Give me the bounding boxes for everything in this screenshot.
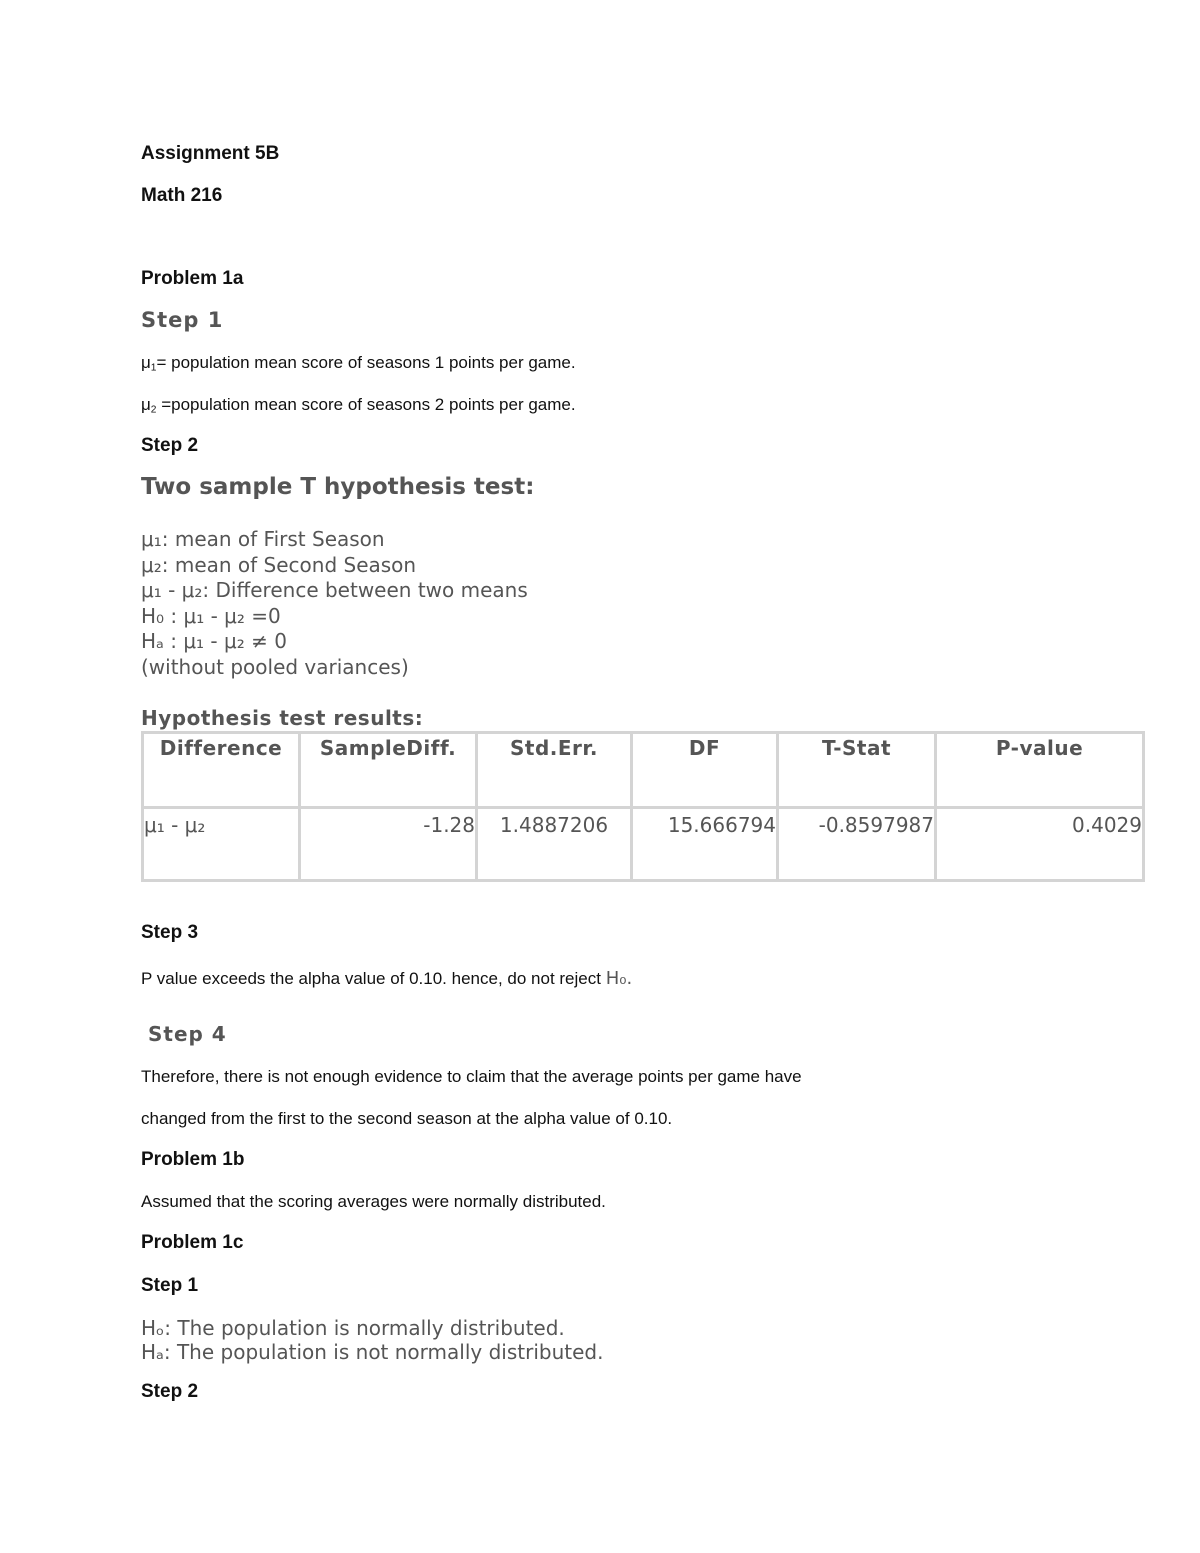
table-cell: 15.666794 bbox=[632, 808, 778, 881]
results-title: Hypothesis test results: bbox=[141, 706, 424, 730]
step-2-heading: Step 2 bbox=[141, 435, 199, 456]
problem-1b-heading: Problem 1b bbox=[141, 1149, 245, 1170]
course-name: Math 216 bbox=[141, 185, 223, 206]
difference-label: μ₁ - μ₂: Difference between two means bbox=[141, 578, 528, 602]
step-4-heading: Step 4 bbox=[148, 1022, 227, 1046]
table-header-row bbox=[143, 733, 1144, 808]
problem-1c-step-2-heading: Step 2 bbox=[141, 1381, 199, 1402]
problem-1c-step-1-heading: Step 1 bbox=[141, 1275, 199, 1296]
problem-1a-heading: Problem 1a bbox=[141, 268, 244, 289]
normality-null: Hₒ: The population is normally distributed. bbox=[141, 1316, 565, 1340]
test-title: Two sample T hypothesis test: bbox=[141, 474, 535, 500]
table-cell: -1.28 bbox=[300, 808, 477, 881]
col-header: P-value bbox=[936, 733, 1144, 808]
alternative-hypothesis: Hₐ : μ₁ - μ₂ ≠ 0 bbox=[141, 629, 287, 653]
step-3-conclusion: P value exceeds the alpha value of 0.10. hence, do not reject H₀. bbox=[141, 968, 633, 989]
col-header: T-Stat bbox=[778, 733, 936, 808]
problem-1b-text: Assumed that the scoring averages were normally distributed. bbox=[141, 1192, 606, 1211]
normality-hypotheses bbox=[141, 1316, 603, 1364]
step-1-heading: Step 1 bbox=[141, 308, 224, 332]
null-hypothesis: H₀ : μ₁ - μ₂ =0 bbox=[141, 603, 281, 628]
table-cell: -0.8597987 bbox=[778, 808, 936, 881]
results-table bbox=[141, 731, 1145, 882]
col-header: DF bbox=[632, 733, 778, 808]
step-3-heading: Step 3 bbox=[141, 922, 199, 943]
mu2-definition: $\mu_2$ =population mean score of seasons 2 points per game. bbox=[141, 395, 576, 416]
table-row bbox=[143, 808, 1144, 881]
mu1-definition: $\mu_1=$ population mean score of seasons 1 points per game. bbox=[141, 353, 576, 374]
mu1-label: μ₁: mean of First Season bbox=[141, 527, 385, 551]
table-cell: 0.4029 bbox=[936, 808, 1144, 881]
pooled-note: (without pooled variances) bbox=[141, 654, 409, 679]
problem-1c-heading: Problem 1c bbox=[141, 1232, 244, 1253]
table-cell: μ₁ - μ₂ bbox=[143, 808, 300, 881]
hypothesis-definitions bbox=[141, 527, 528, 680]
step-4-line-1: Therefore, there is not enough evidence to claim that the average points per game have bbox=[141, 1067, 802, 1086]
step-4-line-2: changed from the first to the second season at the alpha value of 0.10. bbox=[141, 1109, 673, 1128]
col-header: Difference bbox=[143, 733, 300, 808]
col-header: SampleDiff. bbox=[300, 733, 477, 808]
normality-alternative: Hₐ: The population is not normally distributed. bbox=[141, 1340, 604, 1364]
col-header: Std.Err. bbox=[477, 733, 632, 808]
table-cell: 1.4887206 bbox=[477, 808, 632, 881]
mu2-label: μ₂: mean of Second Season bbox=[141, 552, 417, 577]
assignment-title: Assignment 5B bbox=[141, 143, 280, 164]
